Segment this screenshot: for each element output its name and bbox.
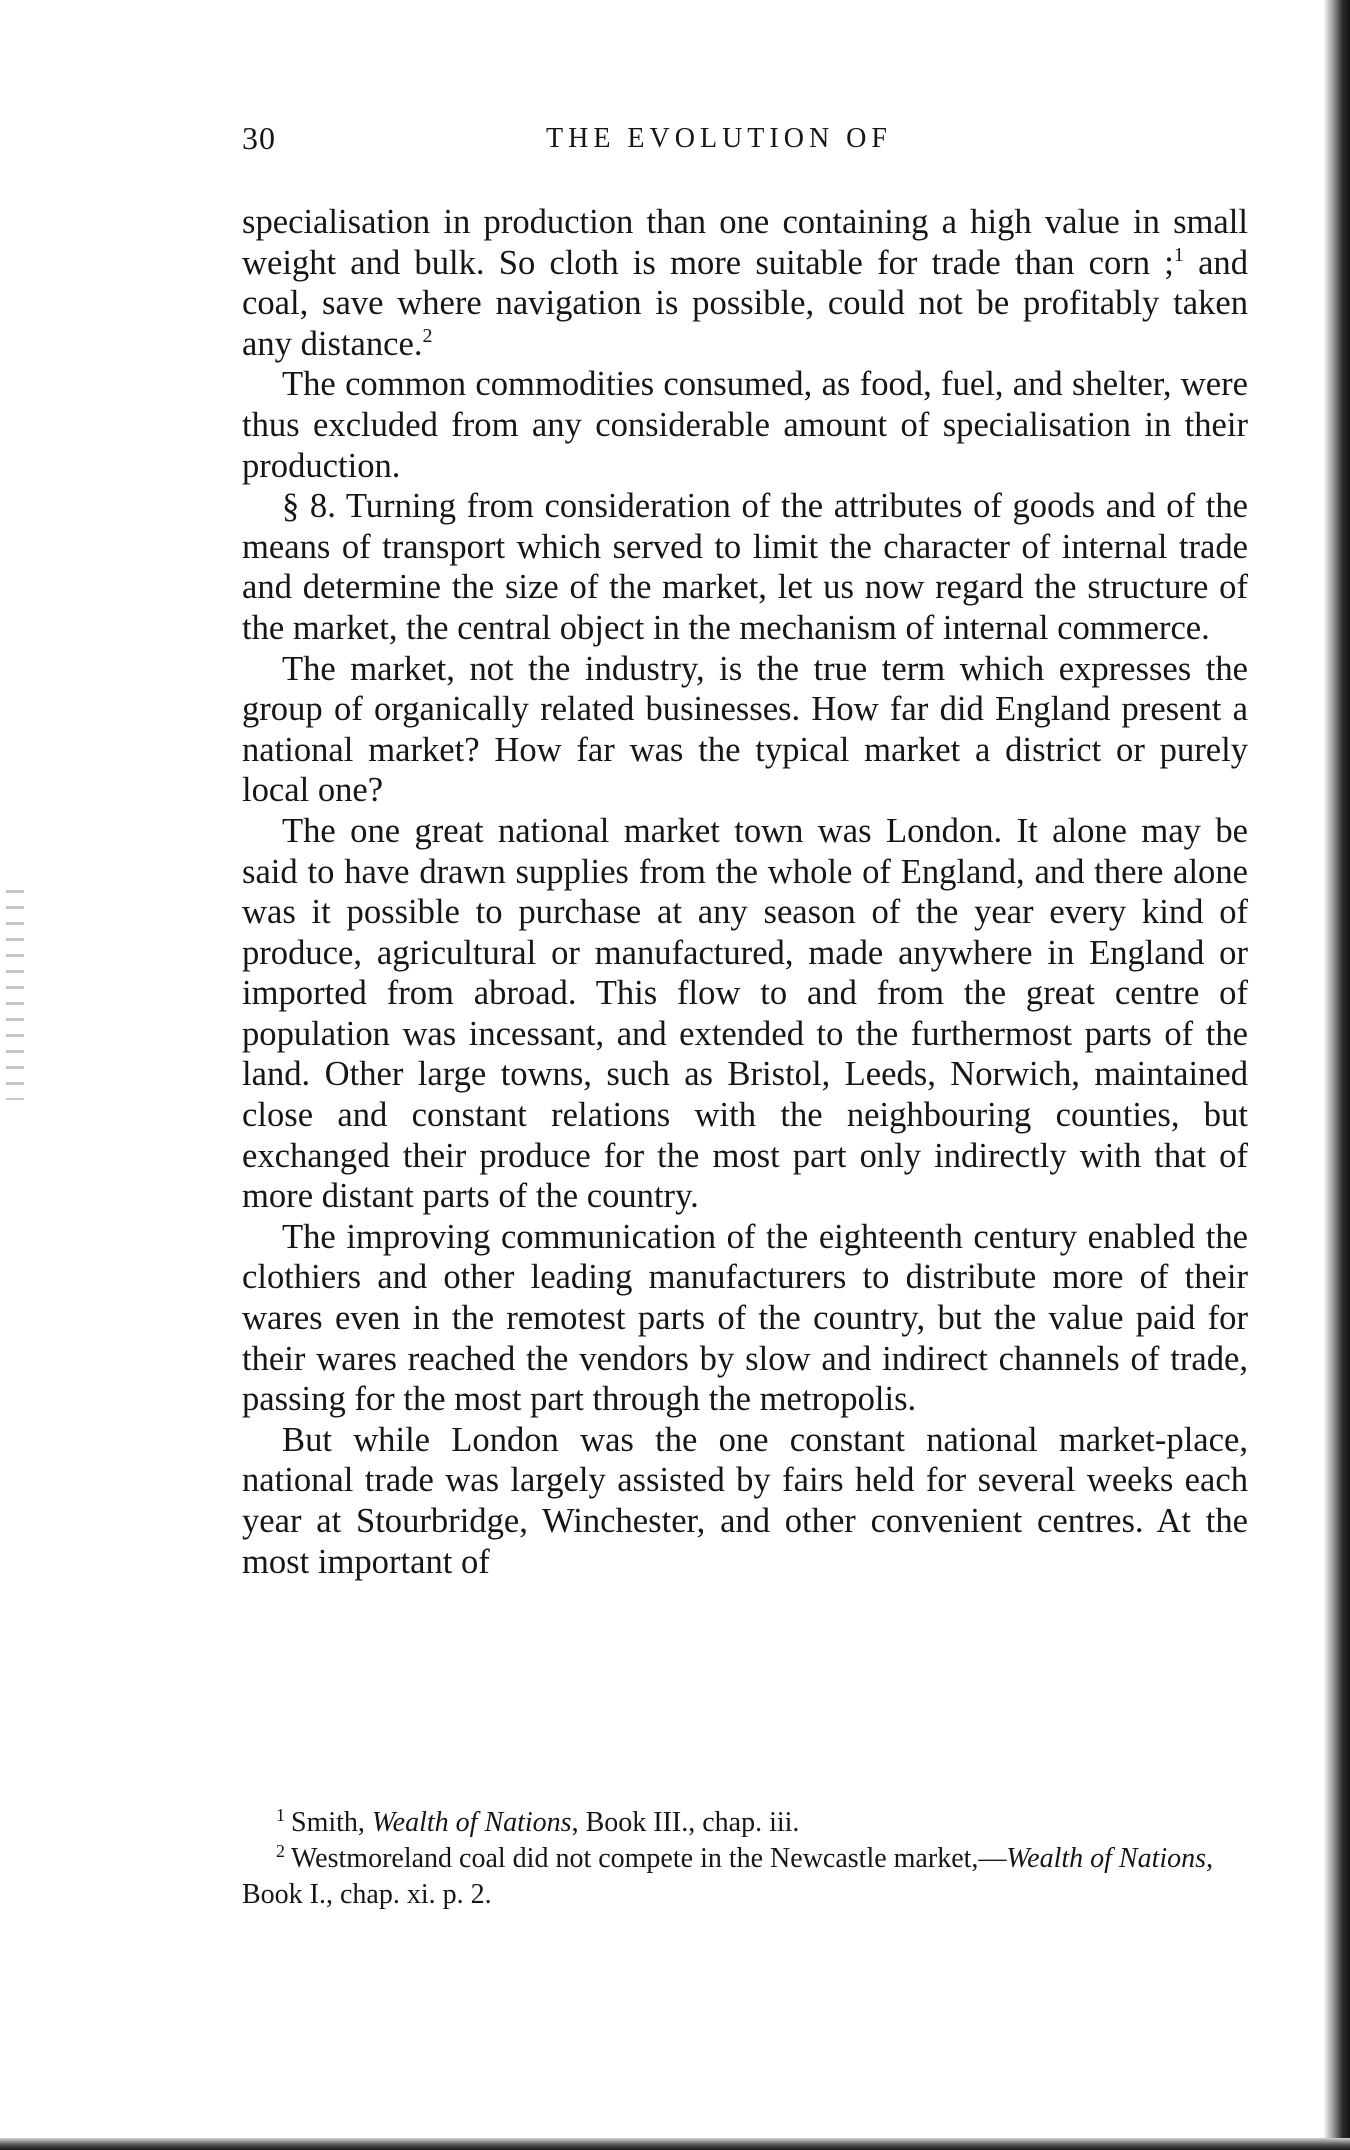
paragraph-text: specialisation in production than one containing a high value in small weight and bulk. So cloth is more suitable for trade than corn ; — [242, 203, 1248, 282]
body-text — [242, 202, 1248, 1582]
page-number: 30 — [242, 120, 276, 156]
margin-marks — [6, 890, 24, 1100]
footnote-text: , Book III., chap. iii. — [571, 1807, 800, 1838]
paragraph: § 8. Turning from consideration of the attributes of goods and of the means of transport which served to limit the character of internal trade and determine the size of the market, let us now regard the structure of the market, the central object in the mechanism of internal commerce. — [242, 487, 1248, 647]
footnote-mark: 2 — [276, 1841, 285, 1861]
page-edge-bottom — [0, 2138, 1350, 2150]
footnote-text: Westmoreland coal did not compete in the Newcastle market,— — [291, 1843, 1007, 1874]
paragraph: The market, not the industry, is the true term which expresses the group of organically related businesses. How far did England present a national market? How far was the typical market a district or purely local one? — [242, 649, 1248, 810]
footnote-ref: 2 — [422, 324, 433, 347]
paragraph: The improving communication of the eighteenth century enabled the clothiers and other leading manufacturers to distribute more of their wares even in the remotest parts of the country, but the value paid for their wares reached the vendors by slow and indirect channels of trade, passing for the most part through the metropolis. — [242, 1217, 1248, 1419]
page-header — [242, 120, 1248, 166]
footnote-ref: 1 — [1173, 243, 1184, 266]
paragraph-text: and coal, save where navigation is possible, could not be profitably taken any distance. — [242, 243, 1248, 363]
paragraph: But while London was the one constant national market-place, national trade was largely assisted by fairs held for several weeks each year at Stourbridge, Winchester, and other convenient centres. At the most important of — [242, 1420, 1248, 1581]
footnote-mark: 1 — [276, 1805, 285, 1825]
footnote-text: Smith, — [291, 1807, 372, 1838]
paragraph: The common commodities consumed, as food, fuel, and shelter, were thus excluded from any considerable amount of specialisation in their production. — [242, 365, 1248, 485]
page-edge-right — [1324, 0, 1350, 2150]
footnotes — [242, 1805, 1248, 1913]
footnote-text: , Book I., chap. xi. p. 2. — [242, 1843, 1214, 1910]
paragraph — [242, 202, 1248, 364]
footnote-title: Wealth of Nations — [371, 1807, 572, 1838]
footnote-title: Wealth of Nations — [1006, 1843, 1207, 1874]
running-head: THE EVOLUTION OF — [546, 123, 892, 154]
footnote — [242, 1805, 1248, 1841]
paragraph: The one great national market town was London. It alone may be said to have drawn supplies from the whole of England, and there alone was it possible to purchase at any season of the year every kind of produce, agricultural or manufactured, made anywhere in England or imported from abroad. This flow to and from the great centre of population was incessant, and extended to the furthermost parts of the land. Other large towns, such as Bristol, Leeds, Norwich, maintained close and constant relations with the neighbouring counties, but exchanged their produce for the most part only indirectly with that of more distant parts of the country. — [242, 811, 1248, 1216]
footnote — [242, 1841, 1248, 1913]
